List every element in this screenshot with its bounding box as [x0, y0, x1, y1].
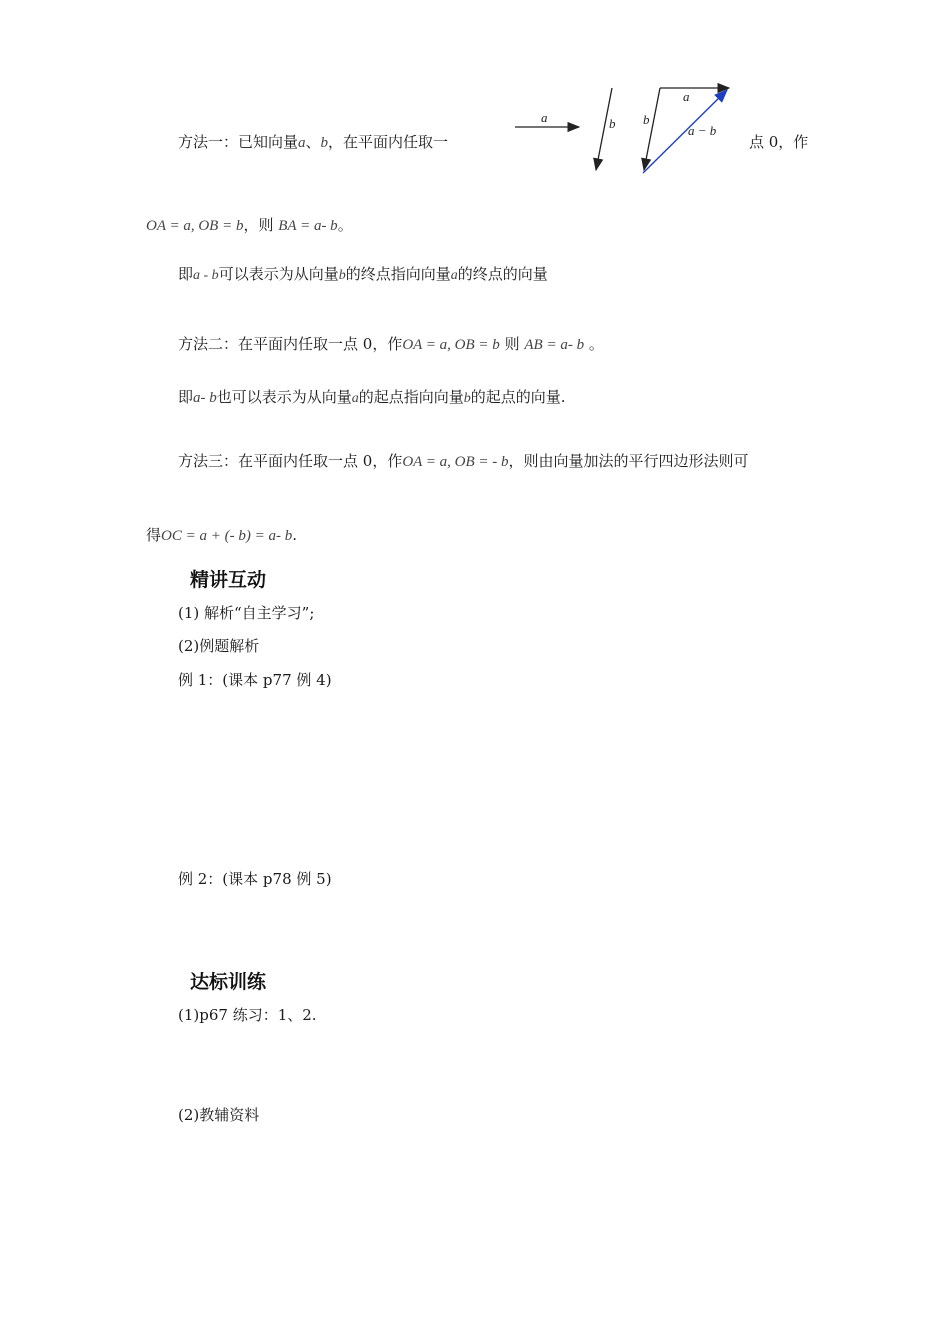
method1-period: 。 [337, 216, 353, 234]
section-heading-interactive: 精讲互动 [190, 569, 267, 591]
method1-text-b: ，在平面内任取一 [328, 133, 449, 151]
method1-text-a: 方法一：已知向量 [178, 133, 299, 151]
method2-then: 则 [504, 335, 520, 353]
note-vector-b: b [463, 391, 471, 406]
method3-rest: ，则由向量加法的平行四边形法则可 [508, 452, 749, 470]
triangle-b-label: b [643, 112, 650, 127]
method1-line1-end [749, 132, 808, 152]
example-1: 例 1：(课本 p77 例 4) [178, 671, 332, 689]
method1-line2 [146, 215, 353, 236]
note-prefix: 即 [178, 265, 194, 283]
method1-definition: OA = a, OB = b [146, 218, 244, 234]
method2-period: 。 [588, 335, 604, 353]
note-prefix: 即 [178, 388, 194, 406]
method3-expression: OC = a + (- b) = a- b [161, 528, 293, 544]
method3-period: . [292, 526, 297, 544]
note-expression: a - b [193, 268, 219, 283]
note-text-2: 的终点指向向量 [345, 265, 451, 283]
method1-result: BA = a- b [278, 218, 338, 234]
vector-subtraction-figure [505, 80, 765, 190]
section-heading-practice: 达标训练 [190, 971, 267, 993]
vector-b-symbol: b [320, 135, 329, 151]
difference-label: a − b [688, 123, 717, 138]
method3-prefix: 得 [146, 526, 162, 544]
note-expression: a- b [193, 390, 217, 406]
note-text-1: 也可以表示为从向量 [216, 388, 352, 406]
vector-a-symbol: a [298, 135, 306, 151]
note-text-2: 的起点指向向量 [358, 388, 464, 406]
method3-line2 [146, 525, 297, 546]
method1-note [178, 264, 548, 286]
method1-text-c: 点 0，作 [749, 133, 809, 151]
note-vector-a: a [450, 268, 458, 283]
method2-text: 方法二：在平面内任取一点 0，作 [178, 335, 403, 353]
section2-item2: (2)教辅资料 [178, 1106, 260, 1124]
method2-definition: OA = a, OB = b [402, 337, 500, 353]
method1-then: ，则 [243, 216, 274, 234]
section1-item2: (2)例题解析 [178, 637, 260, 655]
triangle-a-label: a [683, 89, 690, 104]
method3-definition: OA = a, OB = - b [402, 454, 509, 470]
note-text-1: 可以表示为从向量 [218, 265, 339, 283]
vector-a-label: a [541, 110, 548, 125]
note-vector-b: b [338, 268, 346, 283]
vector-b-label: b [609, 116, 616, 131]
method2-result: AB = a- b [524, 337, 585, 353]
method2-note [178, 387, 566, 409]
method1-line1 [178, 132, 448, 153]
note-text-3: 的起点的向量. [470, 388, 566, 406]
method3-text: 方法三：在平面内任取一点 0，作 [178, 452, 403, 470]
section1-item1: (1) 解析“自主学习”; [178, 604, 315, 622]
section2-item1: (1)p67 练习：1、2. [178, 1006, 317, 1024]
method3-line1 [178, 451, 749, 472]
separator: 、 [305, 133, 321, 151]
note-text-3: 的终点的向量 [457, 265, 548, 283]
note-vector-a: a [351, 391, 359, 406]
example-2: 例 2：(课本 p78 例 5) [178, 870, 332, 888]
method2-line1 [178, 334, 604, 355]
